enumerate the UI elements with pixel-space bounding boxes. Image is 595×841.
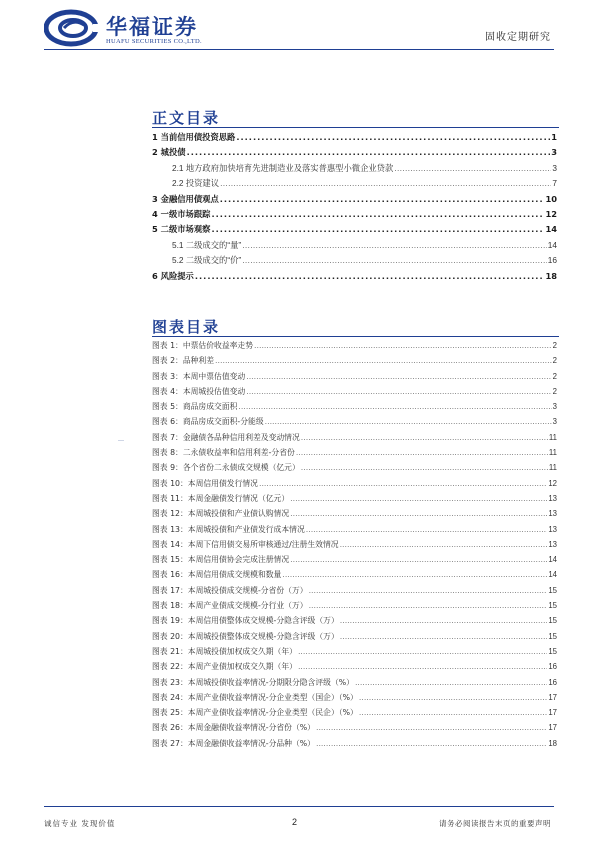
figure-entry-page: 2 xyxy=(552,341,557,350)
toc-entry-label: 4 一级市场跟踪 xyxy=(152,208,211,219)
dot-leader xyxy=(340,632,548,641)
toc-entry[interactable] xyxy=(152,254,557,269)
figure-entry-page: 2 xyxy=(552,386,557,396)
toc-entry-page: 16 xyxy=(547,255,557,266)
dot-leader xyxy=(290,509,547,518)
figure-entry-label: 图表 1：中票估价收益率走势 xyxy=(152,341,254,350)
figure-entry-page: 16 xyxy=(548,677,557,687)
figure-entry[interactable] xyxy=(152,508,557,523)
page-header xyxy=(0,0,595,56)
dot-leader xyxy=(296,448,548,457)
dot-leader xyxy=(306,525,548,534)
figure-entry-page: 12 xyxy=(548,478,557,488)
figure-entry-page: 15 xyxy=(548,646,557,656)
figure-entry-page: 11 xyxy=(548,463,557,473)
figure-entry[interactable] xyxy=(152,738,557,753)
toc-entry[interactable] xyxy=(152,208,557,223)
toc-entry-label: 2.1 地方政府加快培育先进制造业及落实普惠型小微企业贷款 xyxy=(172,162,394,173)
dot-leader xyxy=(298,662,547,671)
dot-leader xyxy=(316,739,547,748)
figure-entry-page: 18 xyxy=(548,738,557,748)
dot-leader xyxy=(238,402,551,411)
page-number: 2 xyxy=(292,817,298,827)
toc-entry-page: 1 xyxy=(551,132,557,142)
figure-entry[interactable] xyxy=(152,707,557,722)
dot-leader xyxy=(282,570,547,579)
toc-title-rule xyxy=(152,127,559,128)
dot-leader xyxy=(298,647,547,656)
figure-entry-page: 3 xyxy=(552,417,557,427)
dot-leader xyxy=(355,678,547,687)
dot-leader xyxy=(259,479,547,488)
figure-entry-label: 图表 16：本周信用债成交规模和数量 xyxy=(152,570,282,580)
toc-entry[interactable] xyxy=(152,177,557,192)
figure-entry[interactable] xyxy=(152,432,557,447)
brand-name-en: HUAFU SECURITIES CO.,LTD. xyxy=(106,38,202,45)
figure-entry-label: 图表 18：本周产业债成交规模-分行业（万） xyxy=(152,601,308,611)
toc-entry-page: 18 xyxy=(545,270,557,281)
figure-entry[interactable] xyxy=(152,615,557,630)
figure-entry[interactable] xyxy=(152,386,557,401)
figure-entry-page: 15 xyxy=(548,601,557,611)
figure-entry-label: 图表 23：本周城投债收益率情况-分期限分隐含评级（%） xyxy=(152,677,354,687)
figure-entry-page: 15 xyxy=(548,631,557,641)
footer-slogan: 诚信专业 发现价值 xyxy=(44,819,116,828)
dot-leader xyxy=(316,723,547,732)
figure-entry-page: 13 xyxy=(548,539,557,549)
figure-entry-label: 图表 22：本周产业债加权成交久期（年） xyxy=(152,662,297,672)
dot-leader xyxy=(340,540,548,549)
figures-title-rule xyxy=(152,336,559,337)
figure-entry-label: 图表 5：商品房成交面积 xyxy=(152,402,238,412)
figure-entry[interactable] xyxy=(152,677,557,692)
figure-entry-label: 图表 9：各个省份二永债成交规模（亿元） xyxy=(152,463,300,473)
figure-entry-label: 图表 4：本周城投估值变动 xyxy=(152,386,246,396)
toc-entry-label: 5 二级市场观察 xyxy=(152,224,211,235)
dot-leader xyxy=(265,417,552,426)
toc-entry-label: 2 城投债 xyxy=(152,147,186,158)
figure-entry[interactable] xyxy=(152,661,557,676)
figure-entry-label: 图表 11：本周金融债发行情况（亿元） xyxy=(152,493,290,503)
toc-entry-page: 3 xyxy=(551,147,557,158)
footer-divider xyxy=(44,806,554,807)
header-divider xyxy=(44,49,554,50)
dot-leader xyxy=(215,356,552,365)
toc-entry-label: 2.2 投资建议 xyxy=(172,178,220,189)
dot-leader xyxy=(254,341,552,350)
figure-entry[interactable] xyxy=(152,692,557,707)
dot-leader xyxy=(236,132,550,142)
figure-entry[interactable] xyxy=(152,569,557,584)
figure-entry-page: 3 xyxy=(552,402,557,412)
dot-leader xyxy=(290,494,547,503)
toc-entry-page: 7 xyxy=(552,178,557,189)
figure-entry[interactable] xyxy=(152,416,557,431)
figure-entry[interactable] xyxy=(152,600,557,615)
figure-entry-page: 2 xyxy=(552,356,557,366)
toc-entry-page: 14 xyxy=(545,224,557,235)
figure-entry-label: 图表 14：本周下信用债交易所审核通过/注册生效情况 xyxy=(152,539,339,549)
figure-entry[interactable] xyxy=(152,554,557,569)
dot-leader xyxy=(309,601,548,610)
figure-entry-label: 图表 24：本周产业债收益率情况-分企业类型（国企）（%） xyxy=(152,692,358,702)
figure-entry[interactable] xyxy=(152,493,557,508)
dot-leader xyxy=(290,555,547,564)
figure-entry-label: 图表 15：本周信用债协会完成注册情况 xyxy=(152,555,290,565)
dot-leader xyxy=(242,240,547,250)
figure-entry-page: 13 xyxy=(548,524,557,534)
figure-entry-label: 图表 7：金融债各品种信用利差及变动情况 xyxy=(152,432,300,442)
figure-entry-label: 图表 19：本周信用债整体成交规模-分隐含评级（万） xyxy=(152,616,339,626)
figure-entry-page: 11 xyxy=(548,448,557,458)
toc-entry-page: 14 xyxy=(547,239,557,250)
dot-leader xyxy=(301,433,548,442)
figure-entry-label: 图表 10：本周信用债发行情况 xyxy=(152,478,258,488)
footer-disclaimer: 请务必阅读报告末页的重要声明 xyxy=(439,819,551,828)
figure-entry-label: 图表 8：二永债收益率和信用利差-分省份 xyxy=(152,448,295,458)
toc-entry-label: 3 金融信用债观点 xyxy=(152,193,219,204)
toc-entry-label: 5.1 二级成交的“量” xyxy=(172,239,242,250)
figure-entry-page: 14 xyxy=(548,570,557,580)
figure-entry-label: 图表 12：本周城投债和产业债认购情况 xyxy=(152,509,290,519)
dot-leader xyxy=(246,387,551,396)
figure-entry[interactable] xyxy=(152,631,557,646)
figure-entry[interactable] xyxy=(152,646,557,661)
toc-entry-label: 5.2 二级成交的“价” xyxy=(172,255,242,266)
figure-entry-label: 图表 20：本周城投债整体成交规模-分隐含评级（万） xyxy=(152,631,339,641)
figure-entry-label: 图表 6：商品房成交面积-分能级 xyxy=(152,417,264,427)
toc-entry[interactable] xyxy=(152,162,557,177)
figure-entry-label: 图表 17：本周城投债成交规模-分省份（万） xyxy=(152,585,308,595)
toc-entry[interactable] xyxy=(152,223,557,238)
figure-entry-page: 13 xyxy=(548,493,557,503)
dot-leader xyxy=(340,616,548,625)
toc-entry[interactable] xyxy=(152,131,557,146)
figure-entry-label: 图表 26：本周金融债收益率情况-分省份（%） xyxy=(152,723,315,733)
toc-entry-label: 6 风险提示 xyxy=(152,270,194,281)
toc-entry-page: 10 xyxy=(545,193,557,204)
dot-leader xyxy=(301,463,548,472)
huafu-logo xyxy=(44,8,244,48)
figure-entry-page: 15 xyxy=(548,585,557,595)
figure-entry-page: 17 xyxy=(548,723,557,733)
figure-entry-label: 图表 2：品种利差 xyxy=(152,356,215,366)
toc-entry-page: 3 xyxy=(552,162,557,173)
dot-leader xyxy=(220,178,551,188)
figure-entry-page: 11 xyxy=(548,432,557,442)
table-of-contents xyxy=(152,131,557,285)
dot-leader xyxy=(242,255,547,265)
figure-entry-label: 图表 3：本周中票估值变动 xyxy=(152,371,246,381)
toc-entry[interactable] xyxy=(152,270,557,285)
figure-entry-page: 15 xyxy=(548,616,557,626)
figure-entry[interactable] xyxy=(152,462,557,477)
figure-entry-page: 2 xyxy=(552,371,557,381)
dot-leader xyxy=(187,147,551,157)
figures-title: 图表目录 xyxy=(152,318,221,336)
dot-leader xyxy=(359,693,547,702)
dot-leader xyxy=(246,372,551,381)
figure-entry[interactable] xyxy=(152,539,557,554)
figure-entry-label: 图表 25：本周产业债收益率情况-分企业类型（民企）（%） xyxy=(152,708,358,718)
figure-entry-page: 14 xyxy=(548,555,557,565)
toc-entry[interactable] xyxy=(152,193,557,208)
figure-entry[interactable] xyxy=(152,447,557,462)
toc-title: 正文目录 xyxy=(152,109,221,127)
brand-name-cn: 华福证券 xyxy=(106,15,198,39)
dot-leader xyxy=(220,194,545,204)
toc-entry[interactable] xyxy=(152,146,557,161)
figure-entry[interactable] xyxy=(152,355,557,370)
figure-entry-page: 16 xyxy=(548,662,557,672)
dot-leader xyxy=(394,163,551,173)
figure-entry-page: 17 xyxy=(548,692,557,702)
dot-leader xyxy=(195,271,545,281)
figure-entry[interactable] xyxy=(152,722,557,737)
figure-entry-page: 13 xyxy=(548,509,557,519)
toc-entry-page: 12 xyxy=(545,208,557,219)
figure-entry-label: 图表 21：本周城投债加权成交久期（年） xyxy=(152,646,297,656)
figure-entry[interactable] xyxy=(152,478,557,493)
toc-entry-label: 1 当前信用债投资思路 xyxy=(152,132,236,142)
huafu-logo-icon xyxy=(44,8,102,48)
figure-entry[interactable] xyxy=(152,371,557,386)
figure-entry[interactable] xyxy=(152,524,557,539)
figure-entry[interactable] xyxy=(152,401,557,416)
figure-entry-page: 17 xyxy=(548,708,557,718)
dot-leader xyxy=(359,708,547,717)
figure-entry[interactable] xyxy=(152,585,557,600)
figure-entry[interactable] xyxy=(152,340,557,355)
margin-mark xyxy=(118,440,124,441)
dot-leader xyxy=(211,209,544,219)
figure-list xyxy=(152,340,557,753)
toc-entry[interactable] xyxy=(152,239,557,254)
dot-leader xyxy=(211,224,544,234)
figure-entry-label: 图表 13：本周城投债和产业债发行成本情况 xyxy=(152,524,305,534)
dot-leader xyxy=(309,586,548,595)
figure-entry-label: 图表 27：本周金融债收益率情况-分品种（%） xyxy=(152,738,315,748)
report-type: 固收定期研究 xyxy=(485,32,551,43)
